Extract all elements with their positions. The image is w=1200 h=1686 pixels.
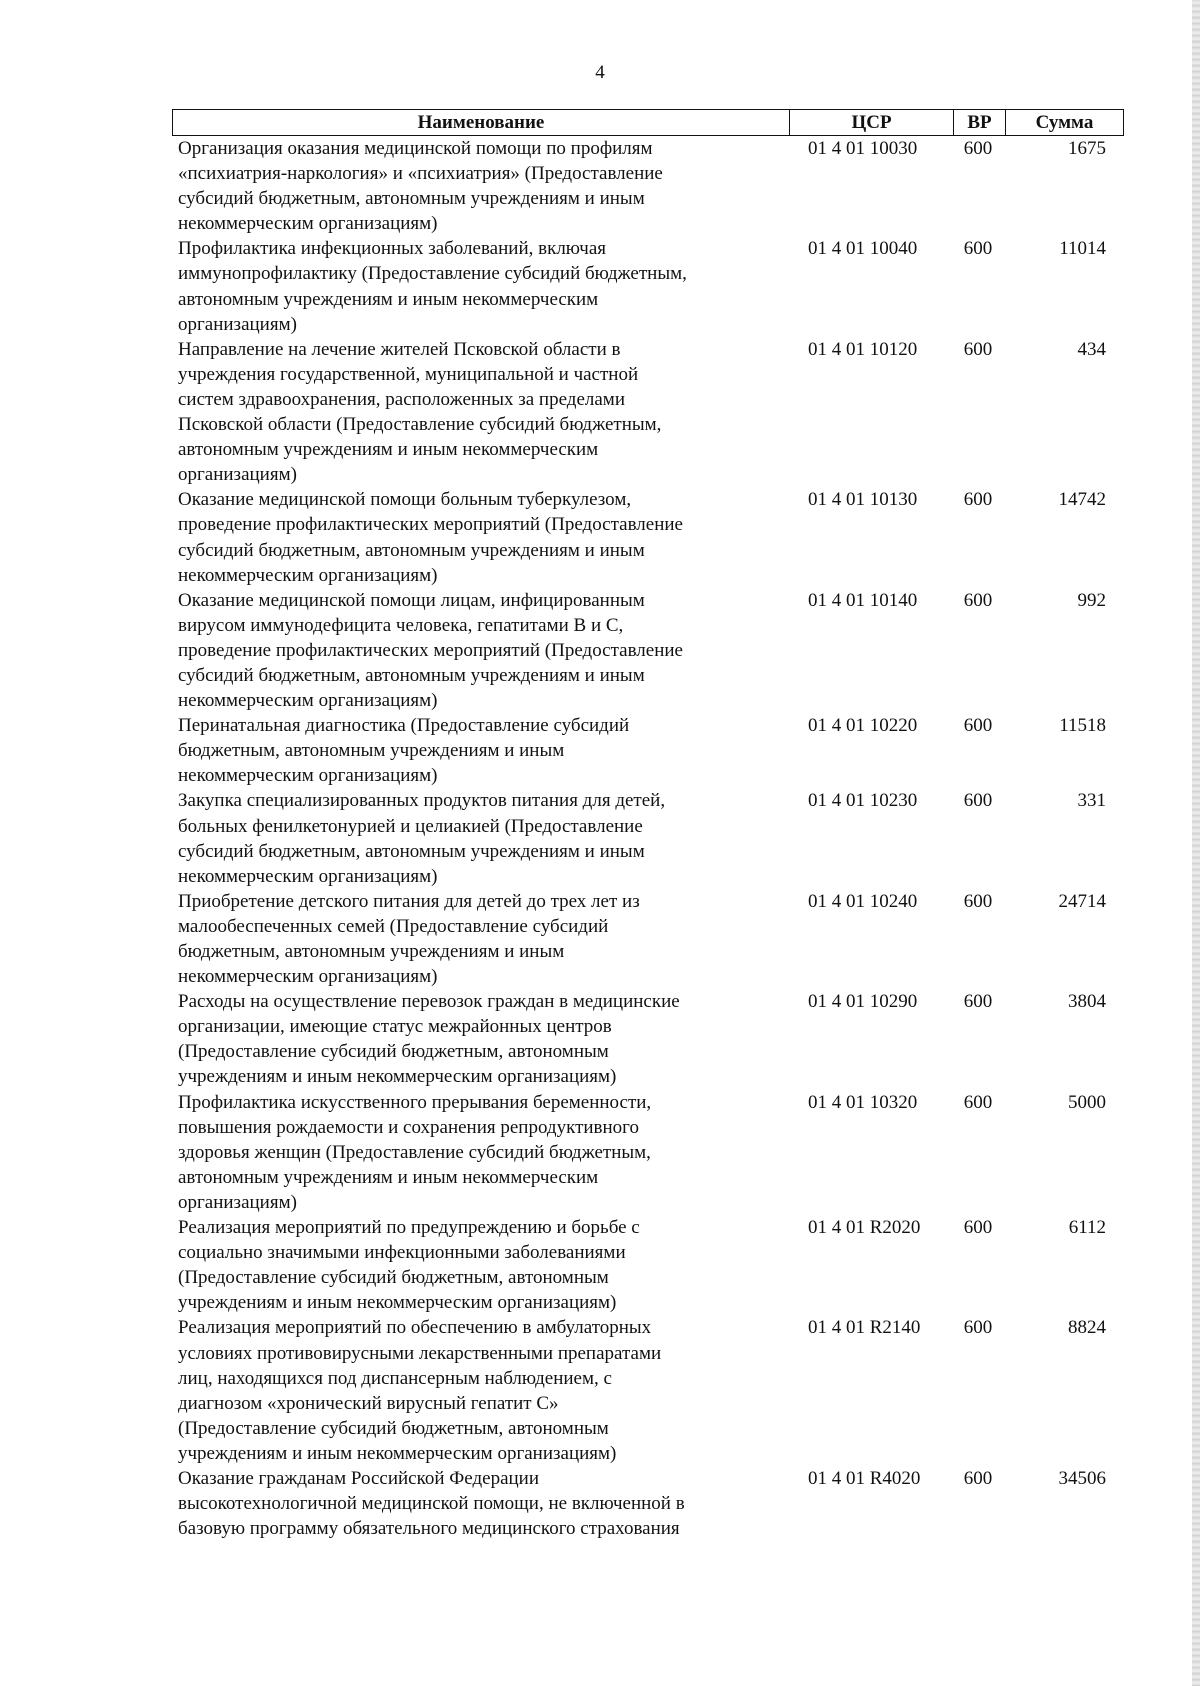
row-name-line: Псковской области (Предоставление субсидий бюджетным, — [178, 414, 662, 436]
header-sum: Сумма — [1005, 110, 1123, 135]
row-sum: 8824 — [1068, 1317, 1106, 1339]
table-row — [172, 487, 1124, 587]
row-name-line: базовую программу обязательного медицинского страхования — [178, 1518, 680, 1540]
row-sum: 5000 — [1068, 1091, 1106, 1113]
row-name-line: субсидий бюджетным, автономным учреждениям и иным — [178, 840, 645, 862]
row-name — [172, 788, 788, 888]
table-row — [172, 788, 1124, 888]
row-name-line: автономным учреждениям и иным некоммерческим — [178, 1166, 599, 1188]
row-vr: 600 — [963, 589, 993, 611]
row-vr: 600 — [963, 1091, 993, 1113]
header-vr: ВР — [953, 110, 1005, 135]
table-body — [172, 136, 1124, 1541]
row-name-line: некоммерческим организациям) — [178, 966, 438, 988]
row-name — [172, 1090, 788, 1215]
row-vr: 600 — [963, 1317, 993, 1339]
row-vr: 600 — [963, 991, 993, 1013]
row-name-line: Перинатальная диагностика (Предоставление субсидий — [178, 715, 630, 737]
row-name-line: (Предоставление субсидий бюджетным, автономным — [178, 1417, 609, 1439]
row-name-line: малообеспеченных семей (Предоставление субсидий — [178, 915, 609, 937]
row-name-line: некоммерческим организациям) — [178, 865, 438, 887]
row-csr: 01 4 01 10220 — [808, 715, 918, 737]
row-name-line: бюджетным, автономным учреждениям и иным — [178, 941, 565, 962]
row-name-line: субсидий бюджетным, автономным учреждениям и иным — [178, 664, 645, 686]
row-name-line: иммунопрофилактику (Предоставление субсидий бюджетным, — [178, 263, 687, 285]
row-name-line: субсидий бюджетным, автономным учреждениям и иным — [178, 188, 645, 210]
row-sum: 6112 — [1068, 1217, 1106, 1239]
scan-edge — [1192, 0, 1200, 1686]
row-name — [172, 889, 788, 989]
row-name-line: проведение профилактических мероприятий (Предоставление — [178, 514, 683, 536]
row-name-line: здоровья женщин (Предоставление субсидий бюджетным, — [178, 1141, 651, 1163]
row-csr: 01 4 01 10290 — [808, 991, 918, 1013]
row-vr: 600 — [963, 138, 993, 159]
row-csr: 01 4 01 10230 — [808, 790, 918, 812]
row-vr: 600 — [963, 489, 993, 511]
row-name-line: Расходы на осуществление перевозок граждан в медицинские — [178, 991, 680, 1013]
table-header — [172, 109, 1124, 136]
row-vr: 600 — [963, 238, 993, 260]
row-csr: 01 4 01 10040 — [808, 238, 918, 260]
row-name — [172, 1215, 788, 1315]
row-sum: 11014 — [1059, 238, 1106, 260]
row-csr: 01 4 01 R4020 — [808, 1467, 921, 1489]
row-name-line: (Предоставление субсидий бюджетным, автономным — [178, 1041, 609, 1063]
row-name — [172, 1466, 788, 1541]
row-name-line: учреждениям и иным некоммерческим организациям) — [178, 1442, 617, 1464]
row-csr: 01 4 01 10140 — [808, 589, 918, 611]
row-sum: 34506 — [1058, 1467, 1106, 1489]
row-sum: 24714 — [1058, 890, 1106, 912]
row-csr: 01 4 01 R2140 — [808, 1317, 921, 1339]
row-name-line: некоммерческим организациям) — [178, 213, 438, 235]
row-name-line: некоммерческим организациям) — [178, 765, 438, 787]
row-name-line: Реализация мероприятий по предупреждению и борьбе с — [178, 1217, 640, 1239]
table-row — [172, 236, 1124, 336]
row-name-line: организациям) — [178, 464, 297, 486]
row-name-line: Организация оказания медицинской помощи по профилям — [178, 138, 653, 159]
row-sum: 14742 — [1058, 489, 1106, 511]
row-name-line: Закупка специализированных продуктов питания для детей, — [178, 790, 666, 812]
page-number: 4 — [595, 62, 605, 83]
budget-table — [172, 109, 1124, 1541]
row-name-line: Оказание медицинской помощи больным туберкулезом, — [178, 489, 632, 511]
row-name-line: Приобретение детского питания для детей до трех лет из — [178, 890, 640, 912]
row-name-line: субсидий бюджетным, автономным учреждениям и иным — [178, 539, 645, 561]
row-name — [172, 136, 788, 236]
row-name — [172, 989, 788, 1089]
header-name: Наименование — [417, 112, 545, 133]
row-name-line: организации, имеющие статус межрайонных центров — [178, 1016, 612, 1038]
table-row — [172, 889, 1124, 989]
row-vr: 600 — [963, 1467, 993, 1489]
table-row — [172, 1315, 1124, 1466]
row-csr: 01 4 01 R2020 — [808, 1217, 921, 1239]
row-vr: 600 — [963, 338, 993, 360]
header-csr: ЦСР — [789, 110, 953, 135]
row-name-line: систем здравоохранения, расположенных за пределами — [178, 388, 625, 410]
row-name-line: учреждениям и иным некоммерческим организациям) — [178, 1292, 617, 1314]
row-csr: 01 4 01 10130 — [808, 489, 918, 511]
row-name-line: Направление на лечение жителей Псковской области в — [178, 338, 621, 360]
row-name-line: Профилактика искусственного прерывания беременности, — [178, 1091, 652, 1113]
table-row — [172, 136, 1124, 236]
table-row — [172, 1215, 1124, 1315]
row-name-line: больных фенилкетонурией и целиакией (Предоставление — [178, 815, 643, 837]
row-csr: 01 4 01 10030 — [808, 138, 918, 159]
table-row — [172, 713, 1124, 788]
row-vr: 600 — [963, 890, 993, 912]
row-name-line: некоммерческим организациям) — [178, 564, 438, 586]
row-name-line: автономным учреждениям и иным некоммерческим — [178, 288, 599, 310]
row-sum: 1675 — [1068, 138, 1106, 159]
row-name-line: условиях противовирусными лекарственными препаратами — [178, 1342, 662, 1364]
row-name-line: учреждениям и иным некоммерческим организациям) — [178, 1066, 617, 1088]
row-name-line: учреждения государственной, муниципальной и частной — [178, 363, 639, 385]
row-name — [172, 236, 788, 336]
table-row — [172, 989, 1124, 1089]
table-row — [172, 1466, 1124, 1541]
row-csr: 01 4 01 10120 — [808, 338, 918, 360]
row-name-line: организациям) — [178, 1191, 297, 1213]
row-name-line: Оказание гражданам Российской Федерации — [178, 1467, 539, 1489]
row-name-line: Оказание медицинской помощи лицам, инфицированным — [178, 589, 645, 611]
row-name — [172, 1315, 788, 1466]
row-name-line: вирусом иммунодефицита человека, гепатитами B и C, — [178, 614, 624, 636]
row-vr: 600 — [963, 715, 993, 737]
row-sum: 434 — [1077, 338, 1106, 360]
row-name — [172, 713, 788, 788]
row-name-line: проведение профилактических мероприятий (Предоставление — [178, 639, 683, 661]
row-name-line: высокотехнологичной медицинской помощи, не включенной в — [178, 1493, 685, 1515]
row-name-line: бюджетным, автономным учреждениям и иным — [178, 740, 565, 762]
row-name-line: социально значимыми инфекционными заболеваниями — [178, 1242, 626, 1264]
table-row — [172, 337, 1124, 488]
row-sum: 11518 — [1059, 715, 1106, 737]
row-sum: 992 — [1077, 589, 1106, 611]
row-name-line: организациям) — [178, 313, 297, 335]
table-row — [172, 1090, 1124, 1215]
row-name-line: диагнозом «хронический вирусный гепатит C» — [178, 1392, 559, 1414]
row-name-line: автономным учреждениям и иным некоммерческим — [178, 439, 599, 461]
row-csr: 01 4 01 10320 — [808, 1091, 918, 1113]
row-name-line: Профилактика инфекционных заболеваний, включая — [178, 238, 607, 260]
row-vr: 600 — [963, 790, 993, 812]
row-sum: 3804 — [1068, 991, 1106, 1013]
row-name — [172, 588, 788, 713]
row-name — [172, 487, 788, 587]
row-sum: 331 — [1077, 790, 1106, 812]
row-vr: 600 — [963, 1217, 993, 1239]
row-name-line: некоммерческим организациям) — [178, 690, 438, 712]
row-name — [172, 337, 788, 488]
row-name-line: «психиатрия-наркология» и «психиатрия» (Предоставление — [178, 163, 663, 185]
row-csr: 01 4 01 10240 — [808, 890, 918, 912]
row-name-line: Реализация мероприятий по обеспечению в амбулаторных — [178, 1317, 652, 1339]
row-name-line: повышения рождаемости и сохранения репродуктивного — [178, 1116, 640, 1138]
table-row — [172, 588, 1124, 713]
row-name-line: лиц, находящихся под диспансерным наблюдением, с — [178, 1367, 612, 1389]
row-name-line: (Предоставление субсидий бюджетным, автономным — [178, 1267, 609, 1289]
